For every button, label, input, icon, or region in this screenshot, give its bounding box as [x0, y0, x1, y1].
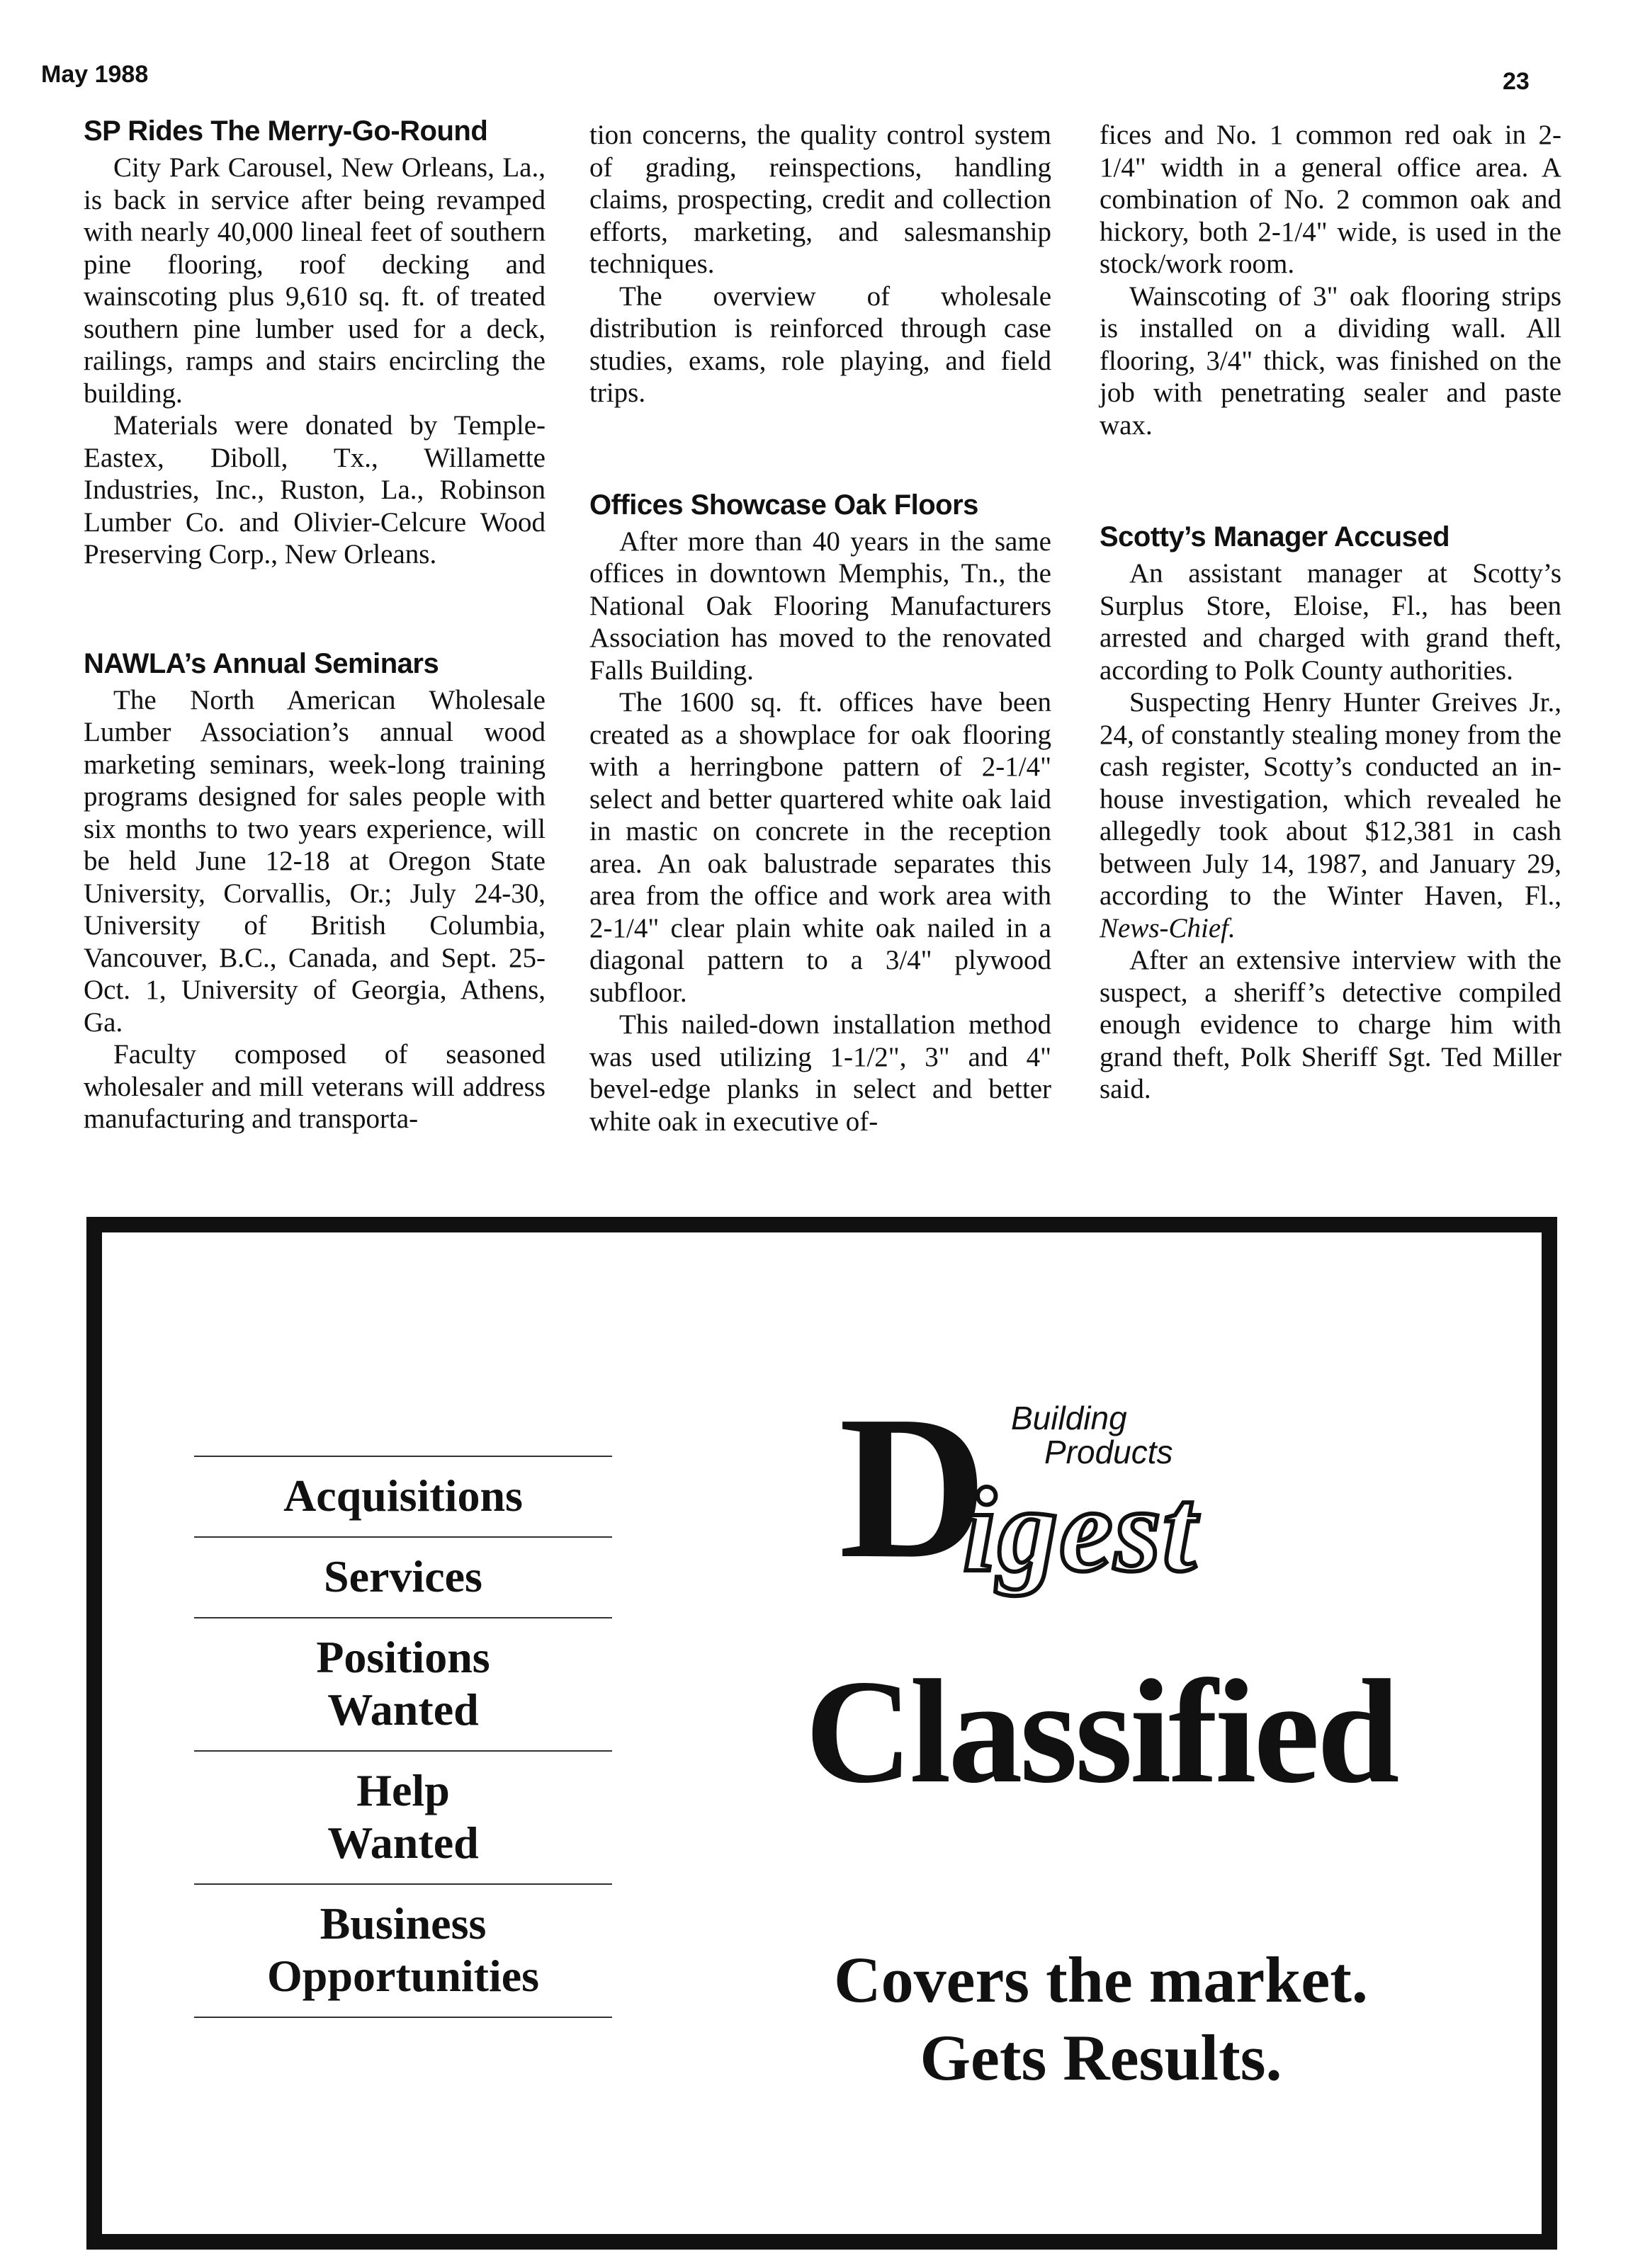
newspaper-name: News-Chief. — [1100, 912, 1236, 943]
ad-tagline — [740, 1941, 1462, 2097]
classified-title: Classified — [805, 1650, 1397, 1814]
logo-products-text: Products — [1044, 1434, 1173, 1470]
category-acquisitions: Acquisitions — [283, 1470, 523, 1521]
building-products-digest-logo — [839, 1373, 1321, 1604]
classified-categories — [194, 1456, 612, 2018]
article-paragraph: The overview of wholesale distribution is reinforced through case studies, exams, role playing, and field trips. — [589, 280, 1051, 408]
logo-building-text: Building — [1011, 1400, 1127, 1436]
category-help-wanted: Help Wanted — [327, 1765, 479, 1868]
article-paragraph: An assistant manager at Scotty’s Surplus Store, Eloise, Fl., has been arrested and charged with grand theft, according to Polk County authorities. — [1100, 558, 1561, 686]
category-business-opportunities: Business Opportunities — [266, 1898, 540, 2001]
column-3 — [1100, 119, 1561, 1106]
headline-scottys: Scotty’s Manager Accused — [1100, 521, 1450, 552]
headline-sp-rides: SP Rides The Merry-Go-Round — [84, 115, 488, 147]
article-paragraph: This nailed-down installation method was used utilizing 1-1/2", 3" and 4" bevel-edge planks in select and better white oak in executive of- — [589, 1009, 1051, 1137]
tagline-line-2: Gets Results. — [920, 2022, 1282, 2094]
headline-offices-oak: Offices Showcase Oak Floors — [589, 489, 978, 521]
issue-date: May 1988 — [41, 61, 149, 88]
article-paragraph: The 1600 sq. ft. offices have been created as a showplace for oak flooring with a herringbone pattern of 2-1/4" select and better quartered white oak laid in mastic on concrete in the reception area. An oak balustrade separates this area from the office and work area with 2-1/4" clear plain white oak nailed in a diagonal pattern to a 3/4" plywood subfloor. — [589, 687, 1051, 1008]
article-text: Suspecting Henry Hunter Greives Jr., 24, of constantly stealing money from the cash register, Scotty’s conducted an in-house investigation, which revealed he allegedly took about $12,381 in cash between July 14, 1987, and January 29, according to the Winter Haven, Fl., — [1100, 687, 1561, 911]
article-paragraph: tion concerns, the quality control system of grading, reinspections, handling claims, prospecting, credit and collection efforts, marketing, and salesmanship techniques. — [589, 120, 1051, 279]
article-paragraph: After more than 40 years in the same offices in downtown Memphis, Tn., the National Oak Flooring Manufacturers Association has moved to the renovated Falls Building. — [589, 526, 1051, 686]
article-paragraph: Materials were donated by Temple-Eastex, Diboll, Tx., Willamette Industries, Inc., Ruston, La., Robinson Lumber Co. and Olivier-Celcure Wood Preserving Corp., New Orleans. — [84, 410, 546, 569]
article-paragraph: Faculty composed of seasoned wholesaler and mill veterans will address manufacturing and transporta- — [84, 1039, 546, 1134]
article-paragraph: Wainscoting of 3" oak flooring strips is installed on a dividing wall. All flooring, 3/4" thick, was finished on the job with penetrating sealer and paste wax. — [1100, 280, 1561, 441]
category-services: Services — [324, 1551, 482, 1601]
headline-nawla: NAWLA’s Annual Seminars — [84, 647, 439, 679]
article-paragraph: After an extensive interview with the suspect, a sheriff’s detective compiled enough evidence to charge him with grand theft, Polk Sheriff Sgt. Ted Miller said. — [1100, 945, 1561, 1104]
article-paragraph — [1100, 686, 1561, 944]
article-paragraph: City Park Carousel, New Orleans, La., is back in service after being revamped with nearly 40,000 lineal feet of southern pine flooring, roof decking and wainscoting plus 9,610 sq. ft. of treated southern pine lumber used for a deck, railings, ramps and stairs encircling the building. — [84, 152, 546, 409]
article-paragraph: The North American Wholesale Lumber Association’s annual wood marketing seminars, week-long training programs designed for sales people with six months to two years experience, will be held June 12-18 at Oregon State University, Corvallis, Or.; July 24-30, University of British Columbia, Vancouver, B.C., Canada, and Sept. 25-Oct. 1, University of Georgia, Athens, Ga. — [84, 684, 546, 1038]
classified-advertisement — [86, 1217, 1557, 2250]
category-positions-wanted: Positions Wanted — [316, 1632, 490, 1735]
divider — [194, 2017, 612, 2018]
logo-digest-text: igest — [963, 1463, 1198, 1597]
logo-d-letter: D — [839, 1373, 988, 1601]
column-2 — [589, 119, 1051, 1138]
tagline-line-1: Covers the market. — [834, 1944, 1368, 2016]
article-paragraph: fices and No. 1 common red oak in 2-1/4" width in a general office area. A combination of No. 2 common oak and hickory, both 2-1/4" wide, is used in the stock/work room. — [1100, 120, 1561, 279]
column-1 — [84, 113, 546, 1135]
page-number: 23 — [1503, 68, 1530, 95]
